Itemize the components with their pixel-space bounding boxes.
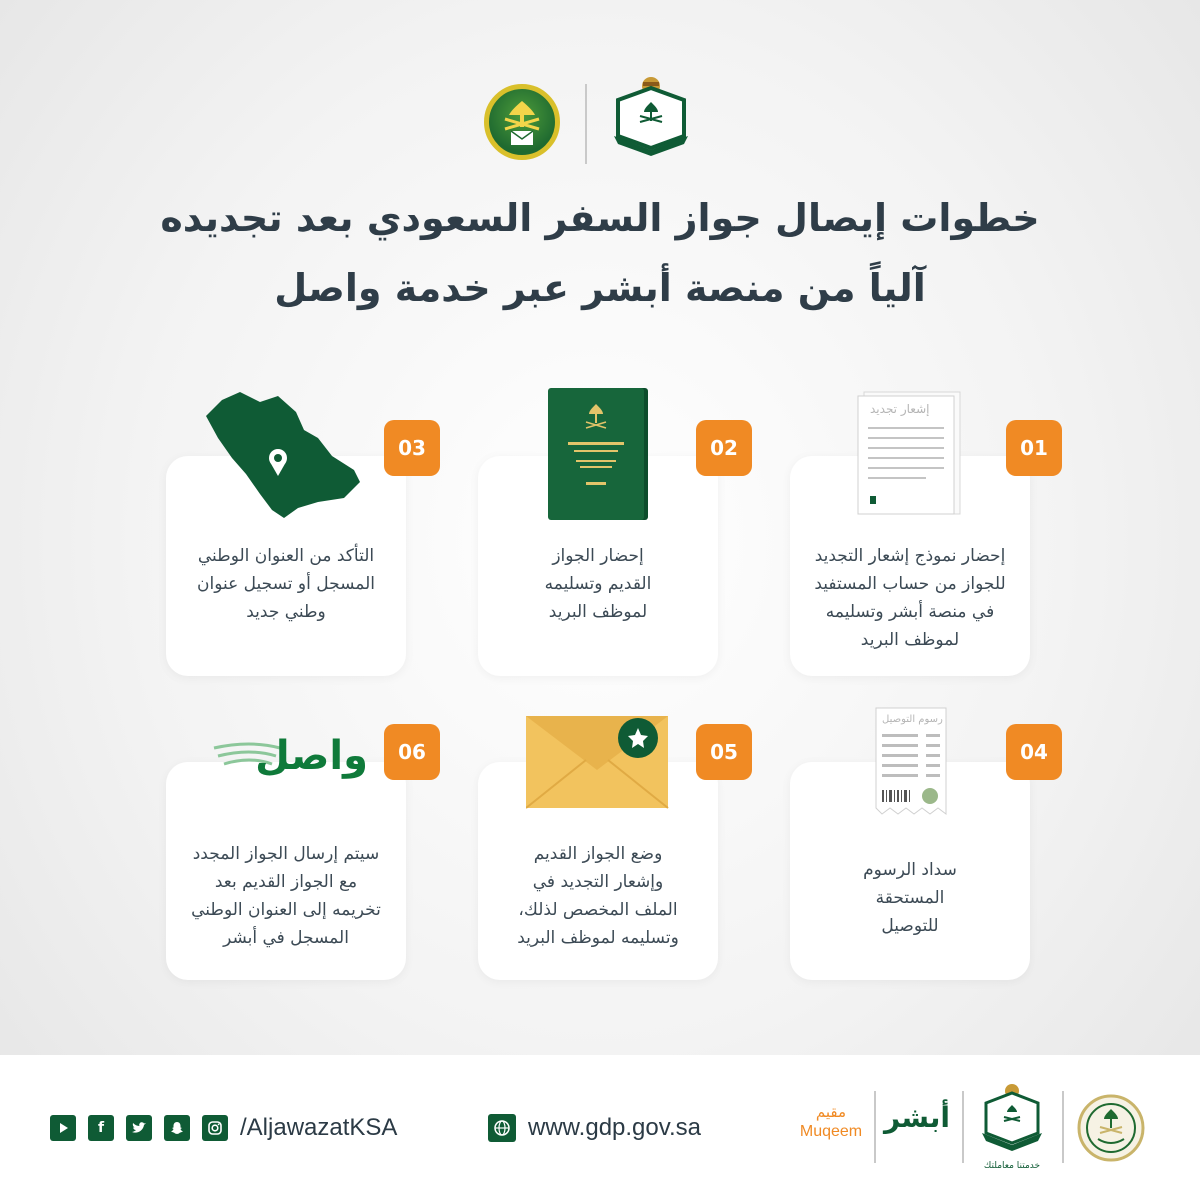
delivery-fee-receipt-icon	[872, 704, 950, 820]
footer-divider-3	[874, 1091, 876, 1163]
website-link-group[interactable]	[488, 1113, 728, 1143]
renewal-notice-icon	[856, 388, 964, 518]
website-link[interactable]: www.gdp.gov.sa	[528, 1114, 701, 1141]
renewal-notice-label: إشعار تجديد	[870, 402, 930, 416]
saudi-map-icon	[200, 386, 366, 522]
passports-directorate-emblem	[606, 72, 696, 162]
ministry-interior-emblem	[1076, 1093, 1146, 1163]
twitter-icon[interactable]	[126, 1115, 152, 1141]
step-badge-01: 01	[1006, 420, 1062, 476]
facebook-icon[interactable]: f	[88, 1115, 114, 1141]
step-03-text: التأكد من العنوان الوطني المسجل أو تسجيل عنوان وطني جديد	[196, 546, 376, 622]
step-badge-02: 02	[696, 420, 752, 476]
step-badge-05: 05	[696, 724, 752, 780]
step-05-text: وضع الجواز القديم وإشعار التجديد في الملف المخصص لذلك، وتسليمه لموظف البريد	[517, 844, 679, 948]
youtube-icon[interactable]	[50, 1115, 76, 1141]
footer-divider-1	[1062, 1091, 1064, 1163]
receipt-label: رسوم التوصيل	[882, 714, 943, 725]
social-links	[50, 1113, 410, 1143]
wasel-logo-text: واصل	[255, 733, 368, 779]
muqeem-logo-ar: مقيم	[815, 1103, 847, 1121]
header-divider	[585, 84, 587, 164]
social-handle[interactable]: /AljawazatKSA	[240, 1114, 398, 1141]
page-title-line-1: خطوات إيصال جواز السفر السعودي بعد تجديده	[160, 196, 1040, 240]
instagram-icon[interactable]	[202, 1115, 228, 1141]
wasel-logo	[210, 728, 370, 788]
step-01-text: إحضار نموذج إشعار التجديد للجواز من حساب المستفيد في منصة أبشر وتسليمه لموظف البريد	[814, 546, 1006, 650]
snapchat-icon[interactable]	[164, 1115, 190, 1141]
footer-slogan: خدمتنا معاملتك	[983, 1161, 1041, 1171]
absher-logo: أبشر	[883, 1101, 950, 1134]
step-badge-06: 06	[384, 724, 440, 780]
muqeem-logo-en: Muqeem	[799, 1123, 863, 1140]
step-02-text: إحضار الجواز القديم وتسليمه لموظف البريد	[544, 546, 652, 622]
page-title-line-2: آلياً من منصة أبشر عبر خدمة واصل	[274, 266, 926, 310]
globe-icon	[488, 1114, 516, 1142]
saudi-post-logo	[484, 84, 560, 160]
step-card-06	[166, 762, 406, 980]
footer-passports-emblem	[976, 1081, 1048, 1159]
saudi-passport-icon	[546, 386, 650, 522]
step-06-text: سيتم إرسال الجواز المجدد مع الجواز القديم بعد تخريمه إلى العنوان الوطني المسجل في أبشر	[191, 844, 381, 948]
step-badge-03: 03	[384, 420, 440, 476]
step-badge-04: 04	[1006, 724, 1062, 780]
envelope-icon	[526, 712, 670, 810]
footer-divider-2	[962, 1091, 964, 1163]
footer	[0, 1055, 1200, 1200]
step-04-text: سداد الرسوم المستحقة للتوصيل	[863, 860, 957, 936]
